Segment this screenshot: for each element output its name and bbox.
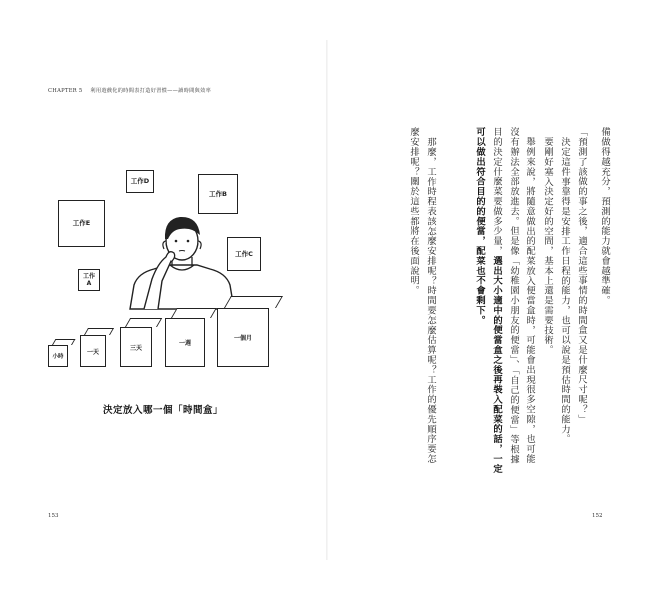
timebox-illustration xyxy=(40,165,305,380)
right-col-8-bold: 可以做出符合目的的便當，配菜也不會剩下。 xyxy=(474,127,485,325)
right-col-6: 沒有辦法全部放進去。但是像「幼稚園小朋友的便當」、「自己的便當」等根據 xyxy=(508,127,519,465)
page-number-left: 153 xyxy=(48,513,59,519)
timebox-hour: 小時 xyxy=(48,345,68,367)
task-box-d: 工作D xyxy=(126,170,154,193)
page-gutter xyxy=(326,40,328,560)
right-col-7-bold-tail: 選出大小適中的便當盒之後再裝入配菜的話，一定 xyxy=(491,255,502,474)
running-title: 利用遊戲化的時間表打造好習慣——讀時間與效率 xyxy=(90,88,212,94)
timebox-day: 一天 xyxy=(80,335,106,367)
chapter-label: CHAPTER 5 xyxy=(48,88,83,94)
left-col-1: 那麼，工作時程表該怎麼安排呢？時間要怎麼估算呢？工作的優先順序要怎 xyxy=(425,137,436,464)
right-col-2: 「預測了該做的事之後，適合這些事情的時間盒又是什麼尺寸呢？」 xyxy=(576,127,587,424)
box-lid-month xyxy=(224,296,283,308)
timebox-week: 一週 xyxy=(165,318,205,367)
box-lid-three-days xyxy=(125,318,162,327)
page-number-right: 152 xyxy=(592,513,603,519)
task-box-b: 工作B xyxy=(198,174,238,214)
box-lid-week xyxy=(171,308,217,318)
right-col-5: 舉例來說，將隨意做出的配菜放入便當盒時，可能會出現很多空隙，也可能 xyxy=(524,137,535,464)
task-box-a: 工作A xyxy=(78,269,100,291)
right-col-7: 目的決定什麼菜要做多少量，選出大小適中的便當盒之後再裝入配菜的話，一定 xyxy=(491,127,502,474)
running-header xyxy=(48,87,211,94)
illustration-caption: 決定放入哪一個「時間盒」 xyxy=(103,405,224,416)
left-col-2: 麼安排呢？關於這些都將在後面說明。 xyxy=(408,127,419,296)
right-col-1: 備做得越充分，預測的能力就會越準確。 xyxy=(599,127,610,306)
box-lid-day xyxy=(84,328,114,335)
task-box-c: 工作C xyxy=(227,237,261,271)
task-box-e: 工作E xyxy=(58,200,105,247)
right-col-3: 決定這件事靠得是安排工作日程的能力，也可以說是預估時間的能力。 xyxy=(559,137,570,444)
thinking-person-illustration xyxy=(122,205,242,310)
timebox-three-days: 三天 xyxy=(120,327,152,367)
right-col-4: 要剛好塞入決定好的空間，基本上還是需要技術。 xyxy=(542,137,553,355)
timebox-month: 一個月 xyxy=(217,308,269,367)
